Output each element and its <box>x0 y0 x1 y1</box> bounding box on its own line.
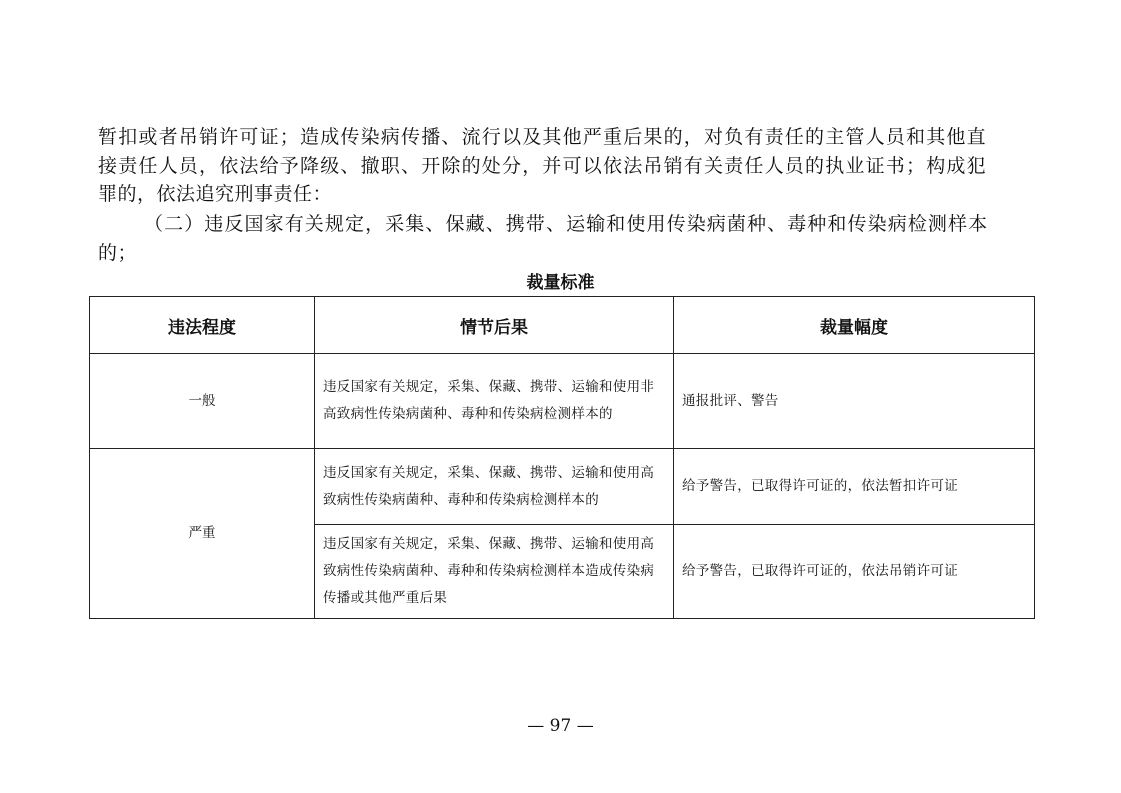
violation-level-cell: 一般 <box>90 354 315 449</box>
table-row <box>90 449 1035 525</box>
violation-level-cell: 严重 <box>90 449 315 619</box>
penalty-cell: 给予警告，已取得许可证的，依法吊销许可证 <box>674 525 1035 619</box>
discretion-criteria-table <box>89 296 1035 619</box>
header-violation-level: 违法程度 <box>90 297 315 354</box>
penalty-cell: 给予警告，已取得许可证的，依法暂扣许可证 <box>674 449 1035 525</box>
penalty-cell: 通报批评、警告 <box>674 354 1035 449</box>
page-number: — 97 — <box>527 716 594 736</box>
header-circumstances: 情节后果 <box>315 297 674 354</box>
header-penalty-range: 裁量幅度 <box>674 297 1035 354</box>
body-text-line: 的； <box>98 242 138 264</box>
table-header-row <box>90 297 1035 354</box>
body-text-line: 暂扣或者吊销许可证；造成传染病传播、流行以及其他严重后果的，对负有责任的主管人员和其他直 <box>98 126 987 148</box>
body-text-line: 接责任人员，依法给予降级、撤职、开除的处分，并可以依法吊销有关责任人员的执业证书；构成犯 <box>98 155 987 177</box>
body-text-line: （二）违反国家有关规定，采集、保藏、携带、运输和使用传染病菌种、毒种和传染病检测样本 <box>144 213 989 235</box>
table-row <box>90 354 1035 449</box>
table-title: 裁量标准 <box>526 273 595 293</box>
body-text-line: 罪的，依法追究刑事责任： <box>98 183 333 205</box>
circumstance-cell: 违反国家有关规定，采集、保藏、携带、运输和使用非高致病性传染病菌种、毒种和传染病检测样本的 <box>315 354 674 449</box>
circumstance-cell: 违反国家有关规定，采集、保藏、携带、运输和使用高致病性传染病菌种、毒种和传染病检测样本造成传染病传播或其他严重后果 <box>315 525 674 619</box>
circumstance-cell: 违反国家有关规定，采集、保藏、携带、运输和使用高致病性传染病菌种、毒种和传染病检测样本的 <box>315 449 674 525</box>
